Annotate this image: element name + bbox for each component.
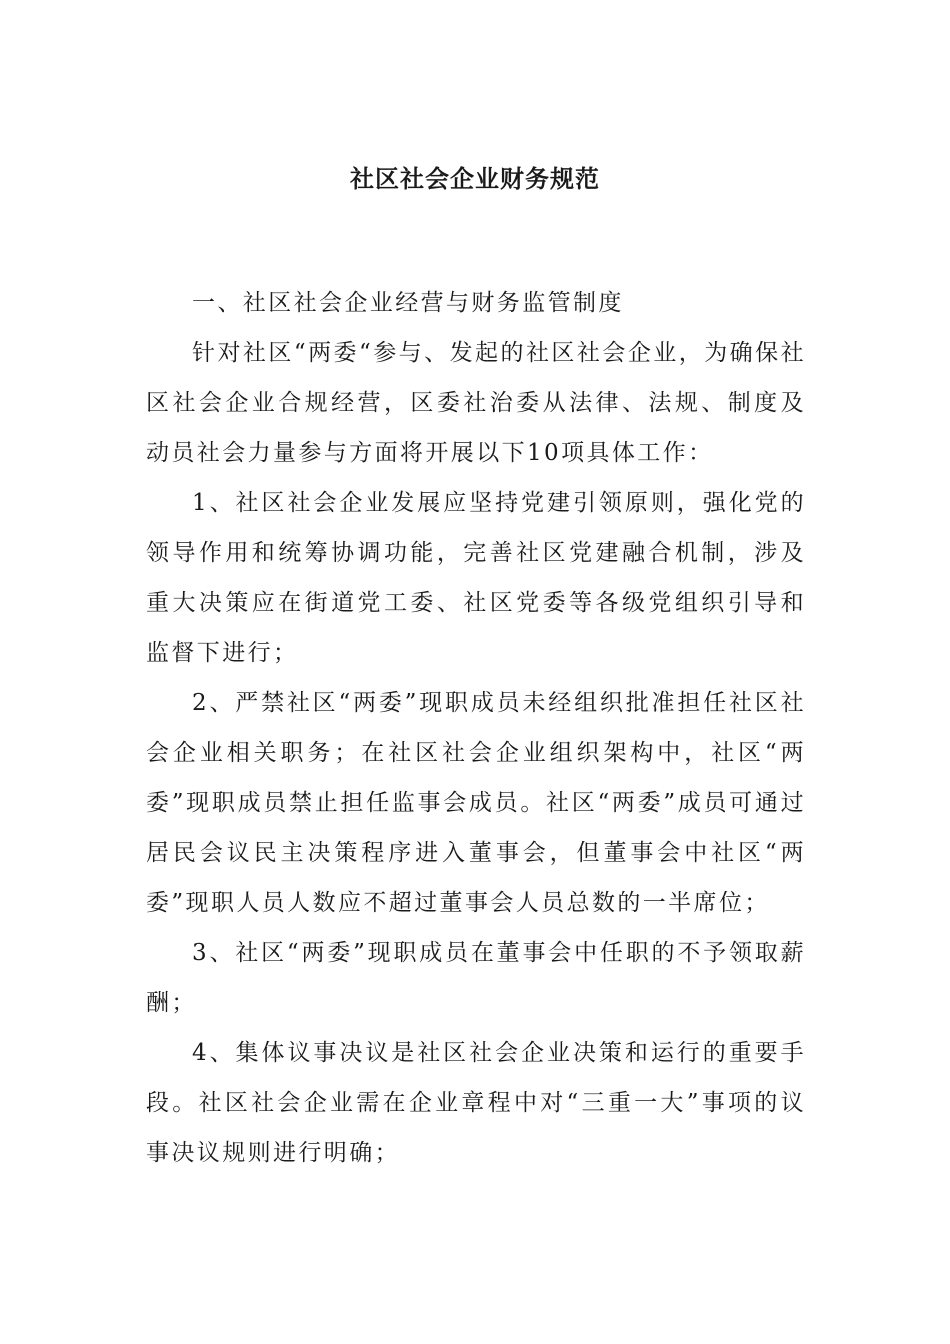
document-body <box>146 278 806 1178</box>
intro-paragraph: 针对社区“两委“参与、发起的社区社会企业，为确保社区社会企业合规经营，区委社治委从法律、法规、制度及动员社会力量参与方面将开展以下10项具体工作： <box>146 340 806 466</box>
item-2-paragraph: 2、严禁社区“两委”现职成员未经组织批准担任社区社会企业相关职务；在社区社会企业组织架构中，社区“两委”现职成员禁止担任监事会成员。社区“两委”成员可通过居民会议民主决策程序进入董事会，但董事会中社区“两委”现职人员人数应不超过董事会人员总数的一半席位； <box>146 690 806 916</box>
section-heading: 一、社区社会企业经营与财务监管制度 <box>192 290 624 316</box>
document-title: 社区社会企业财务规范 <box>350 164 600 193</box>
item-1-paragraph: 1、社区社会企业发展应坚持党建引领原则，强化党的领导作用和统筹协调功能，完善社区党建融合机制，涉及重大决策应在街道党工委、社区党委等各级党组织引导和监督下进行； <box>146 490 806 666</box>
item-4-paragraph: 4、集体议事决议是社区社会企业决策和运行的重要手段。社区社会企业需在企业章程中对“三重一大”事项的议事决议规则进行明确； <box>146 1040 806 1166</box>
item-3-paragraph: 3、社区“两委”现职成员在董事会中任职的不予领取薪酬； <box>146 940 806 1016</box>
